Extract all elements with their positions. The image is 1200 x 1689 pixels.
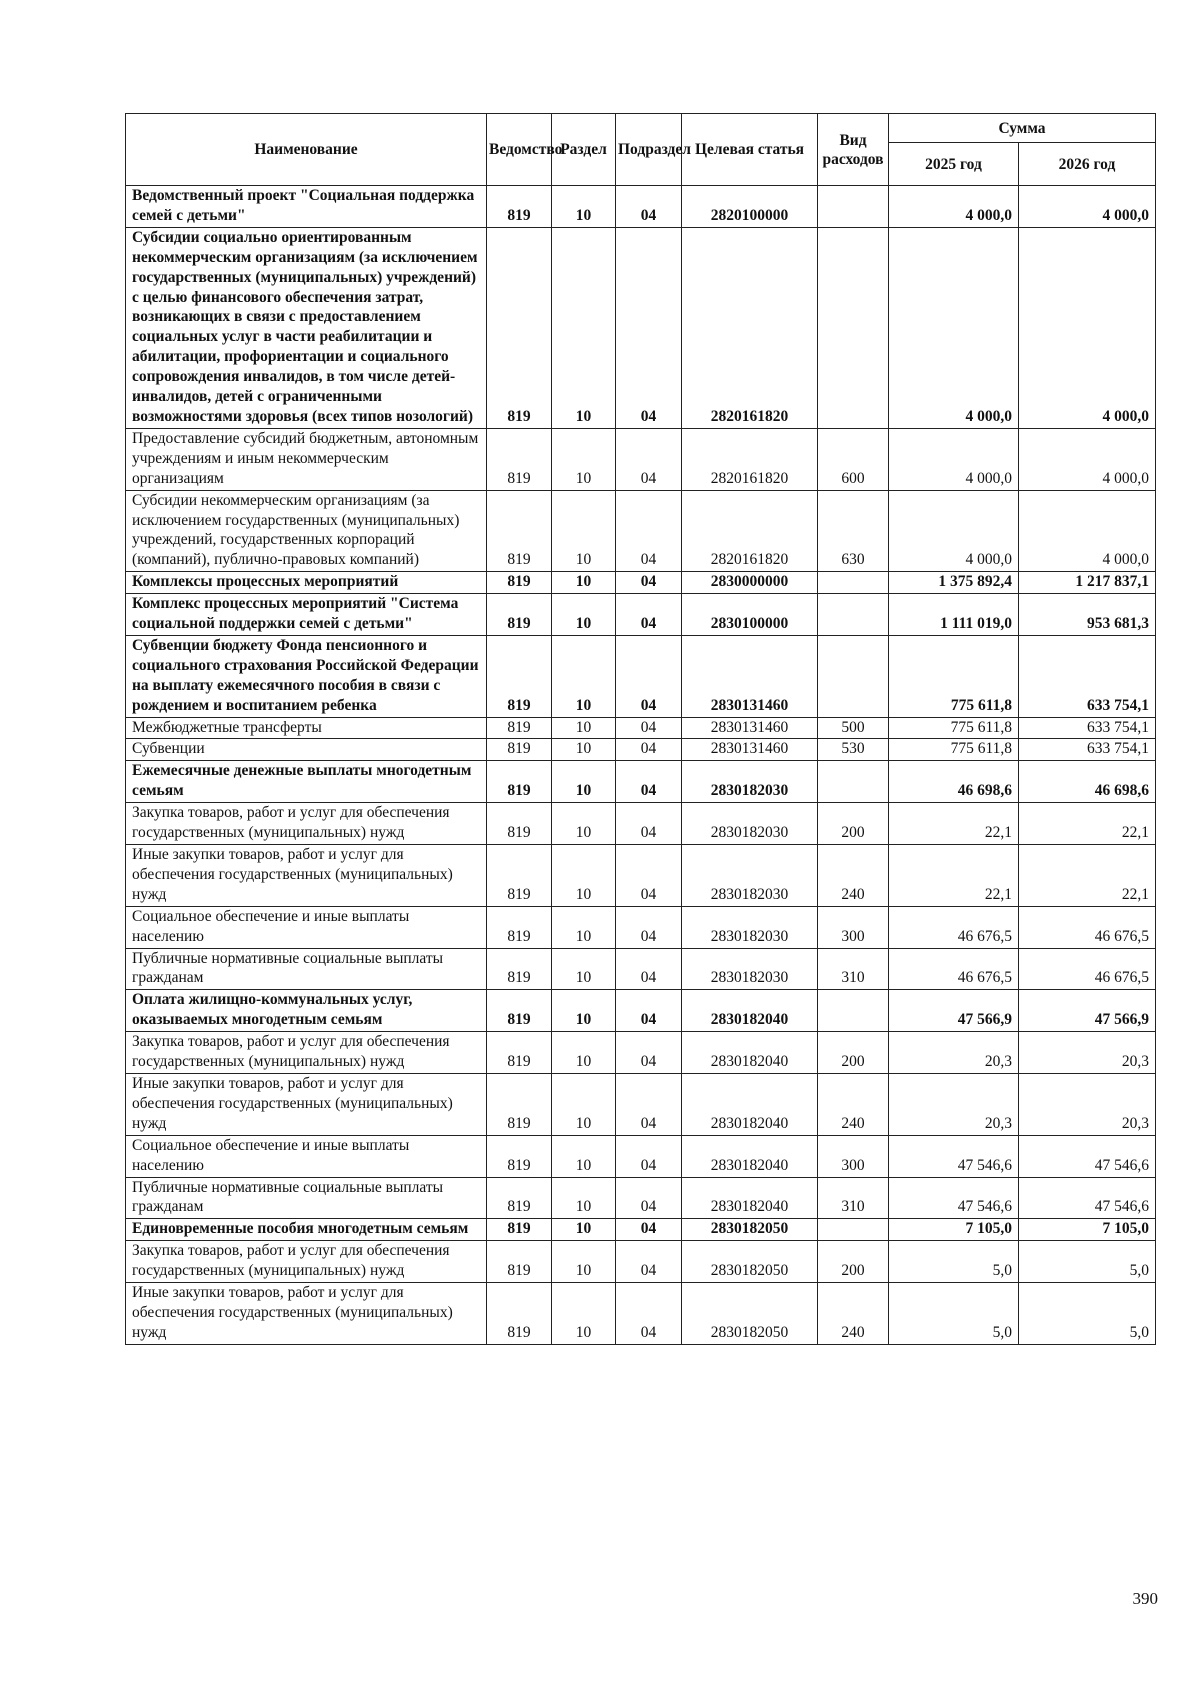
cell-name: Иные закупки товаров, работ и услуг для обеспечения государственных (муниципальных) нужд <box>126 1073 487 1135</box>
cell-target-article: 2830182050 <box>682 1219 818 1241</box>
cell-department: 819 <box>487 761 552 803</box>
cell-subsection: 04 <box>616 1177 682 1219</box>
cell-name: Публичные нормативные социальные выплаты гражданам <box>126 948 487 990</box>
cell-name: Социальное обеспечение и иные выплаты населению <box>126 1135 487 1177</box>
cell-department: 819 <box>487 635 552 717</box>
cell-department: 819 <box>487 594 552 636</box>
cell-sum-2025: 47 546,6 <box>889 1177 1019 1219</box>
cell-sum-2026: 7 105,0 <box>1019 1219 1156 1241</box>
table-body <box>126 186 1156 1345</box>
cell-department: 819 <box>487 572 552 594</box>
cell-target-article: 2830182030 <box>682 761 818 803</box>
cell-sum-2026: 22,1 <box>1019 803 1156 845</box>
cell-subsection: 04 <box>616 948 682 990</box>
cell-sum-2026: 633 754,1 <box>1019 739 1156 761</box>
cell-department: 819 <box>487 428 552 490</box>
header-target-article: Целевая статья <box>682 114 818 186</box>
cell-name: Единовременные пособия многодетным семьям <box>126 1219 487 1241</box>
header-year-2026: 2026 год <box>1019 143 1156 186</box>
cell-subsection: 04 <box>616 227 682 428</box>
table-row <box>126 761 1156 803</box>
cell-target-article: 2820161820 <box>682 227 818 428</box>
cell-sum-2026: 4 000,0 <box>1019 428 1156 490</box>
cell-sum-2025: 4 000,0 <box>889 428 1019 490</box>
cell-sum-2026: 46 676,5 <box>1019 906 1156 948</box>
cell-sum-2025: 775 611,8 <box>889 635 1019 717</box>
cell-target-article: 2830131460 <box>682 635 818 717</box>
table-row <box>126 635 1156 717</box>
cell-subsection: 04 <box>616 594 682 636</box>
cell-section: 10 <box>552 1241 616 1283</box>
cell-target-article: 2820161820 <box>682 490 818 572</box>
table-row <box>126 186 1156 228</box>
cell-name: Оплата жилищно-коммунальных услуг, оказываемых многодетным семьям <box>126 990 487 1032</box>
cell-subsection: 04 <box>616 186 682 228</box>
cell-sum-2026: 47 566,9 <box>1019 990 1156 1032</box>
header-sum: Сумма <box>889 114 1156 143</box>
header-section: Раздел <box>552 114 616 186</box>
cell-sum-2026: 5,0 <box>1019 1283 1156 1345</box>
table-row <box>126 948 1156 990</box>
cell-name: Субвенции бюджету Фонда пенсионного и социального страхования Российской Федерации на выплату ежемесячного пособия в связи с рождением и воспитанием ребенка <box>126 635 487 717</box>
cell-sum-2025: 20,3 <box>889 1032 1019 1074</box>
cell-sum-2026: 20,3 <box>1019 1073 1156 1135</box>
cell-subsection: 04 <box>616 1283 682 1345</box>
cell-sum-2026: 47 546,6 <box>1019 1177 1156 1219</box>
cell-subsection: 04 <box>616 717 682 739</box>
cell-subsection: 04 <box>616 572 682 594</box>
cell-sum-2026: 953 681,3 <box>1019 594 1156 636</box>
cell-name: Закупка товаров, работ и услуг для обеспечения государственных (муниципальных) нужд <box>126 1241 487 1283</box>
cell-department: 819 <box>487 1032 552 1074</box>
cell-sum-2025: 5,0 <box>889 1283 1019 1345</box>
cell-sum-2025: 1 111 019,0 <box>889 594 1019 636</box>
cell-subsection: 04 <box>616 1073 682 1135</box>
cell-department: 819 <box>487 990 552 1032</box>
header-name: Наименование <box>126 114 487 186</box>
cell-subsection: 04 <box>616 1135 682 1177</box>
cell-sum-2026: 46 698,6 <box>1019 761 1156 803</box>
cell-department: 819 <box>487 739 552 761</box>
cell-sum-2025: 46 676,5 <box>889 948 1019 990</box>
table-row <box>126 490 1156 572</box>
cell-sum-2025: 20,3 <box>889 1073 1019 1135</box>
cell-section: 10 <box>552 717 616 739</box>
table-row <box>126 739 1156 761</box>
cell-expense-type <box>818 990 889 1032</box>
table-row <box>126 572 1156 594</box>
cell-sum-2026: 633 754,1 <box>1019 717 1156 739</box>
cell-subsection: 04 <box>616 906 682 948</box>
cell-department: 819 <box>487 948 552 990</box>
table-row <box>126 1283 1156 1345</box>
cell-section: 10 <box>552 594 616 636</box>
cell-section: 10 <box>552 1073 616 1135</box>
cell-department: 819 <box>487 717 552 739</box>
table-row <box>126 803 1156 845</box>
table-row <box>126 717 1156 739</box>
cell-expense-type: 240 <box>818 845 889 907</box>
cell-sum-2025: 47 546,6 <box>889 1135 1019 1177</box>
cell-subsection: 04 <box>616 1219 682 1241</box>
table-row <box>126 990 1156 1032</box>
cell-sum-2025: 1 375 892,4 <box>889 572 1019 594</box>
page-number: 390 <box>1132 1589 1158 1608</box>
cell-expense-type: 530 <box>818 739 889 761</box>
cell-expense-type: 310 <box>818 1177 889 1219</box>
cell-name: Субвенции <box>126 739 487 761</box>
cell-expense-type <box>818 761 889 803</box>
cell-section: 10 <box>552 990 616 1032</box>
cell-subsection: 04 <box>616 845 682 907</box>
cell-expense-type: 600 <box>818 428 889 490</box>
cell-section: 10 <box>552 803 616 845</box>
cell-expense-type: 200 <box>818 803 889 845</box>
header-expense-type: Вид расходов <box>818 114 889 186</box>
table-row <box>126 845 1156 907</box>
table-row <box>126 1073 1156 1135</box>
cell-expense-type: 200 <box>818 1241 889 1283</box>
cell-target-article: 2830182040 <box>682 990 818 1032</box>
cell-sum-2026: 633 754,1 <box>1019 635 1156 717</box>
cell-subsection: 04 <box>616 635 682 717</box>
table-row <box>126 594 1156 636</box>
cell-target-article: 2830182030 <box>682 906 818 948</box>
cell-sum-2026: 47 546,6 <box>1019 1135 1156 1177</box>
cell-section: 10 <box>552 186 616 228</box>
table-row <box>126 1219 1156 1241</box>
cell-expense-type: 300 <box>818 1135 889 1177</box>
cell-section: 10 <box>552 845 616 907</box>
cell-name: Закупка товаров, работ и услуг для обеспечения государственных (муниципальных) нужд <box>126 1032 487 1074</box>
table-row <box>126 906 1156 948</box>
cell-department: 819 <box>487 803 552 845</box>
cell-name: Ведомственный проект "Социальная поддержка семей с детьми" <box>126 186 487 228</box>
cell-department: 819 <box>487 1135 552 1177</box>
table-row <box>126 227 1156 428</box>
cell-sum-2025: 4 000,0 <box>889 490 1019 572</box>
cell-subsection: 04 <box>616 803 682 845</box>
cell-subsection: 04 <box>616 428 682 490</box>
header-year-2025: 2025 год <box>889 143 1019 186</box>
cell-expense-type: 200 <box>818 1032 889 1074</box>
cell-sum-2025: 4 000,0 <box>889 186 1019 228</box>
budget-table <box>125 113 1156 1345</box>
cell-sum-2026: 1 217 837,1 <box>1019 572 1156 594</box>
cell-expense-type <box>818 572 889 594</box>
cell-sum-2026: 20,3 <box>1019 1032 1156 1074</box>
cell-sum-2025: 775 611,8 <box>889 739 1019 761</box>
cell-department: 819 <box>487 845 552 907</box>
cell-section: 10 <box>552 635 616 717</box>
cell-department: 819 <box>487 490 552 572</box>
cell-target-article: 2830100000 <box>682 594 818 636</box>
cell-expense-type <box>818 186 889 228</box>
cell-target-article: 2830182040 <box>682 1177 818 1219</box>
cell-sum-2026: 4 000,0 <box>1019 186 1156 228</box>
cell-target-article: 2830182030 <box>682 803 818 845</box>
cell-target-article: 2820161820 <box>682 428 818 490</box>
cell-subsection: 04 <box>616 1032 682 1074</box>
cell-department: 819 <box>487 186 552 228</box>
cell-sum-2026: 4 000,0 <box>1019 490 1156 572</box>
cell-expense-type <box>818 227 889 428</box>
cell-name: Иные закупки товаров, работ и услуг для обеспечения государственных (муниципальных) нужд <box>126 1283 487 1345</box>
cell-name: Закупка товаров, работ и услуг для обеспечения государственных (муниципальных) нужд <box>126 803 487 845</box>
cell-sum-2025: 47 566,9 <box>889 990 1019 1032</box>
cell-name: Публичные нормативные социальные выплаты гражданам <box>126 1177 487 1219</box>
table-row <box>126 1177 1156 1219</box>
cell-department: 819 <box>487 1177 552 1219</box>
cell-section: 10 <box>552 739 616 761</box>
cell-sum-2026: 4 000,0 <box>1019 227 1156 428</box>
table-row <box>126 1032 1156 1074</box>
cell-section: 10 <box>552 1135 616 1177</box>
header-subsection: Подраздел <box>616 114 682 186</box>
cell-section: 10 <box>552 490 616 572</box>
cell-sum-2025: 4 000,0 <box>889 227 1019 428</box>
cell-sum-2025: 22,1 <box>889 803 1019 845</box>
cell-section: 10 <box>552 572 616 594</box>
cell-name: Иные закупки товаров, работ и услуг для обеспечения государственных (муниципальных) нужд <box>126 845 487 907</box>
cell-expense-type: 240 <box>818 1283 889 1345</box>
cell-expense-type <box>818 594 889 636</box>
cell-target-article: 2830182030 <box>682 845 818 907</box>
cell-section: 10 <box>552 761 616 803</box>
cell-expense-type: 240 <box>818 1073 889 1135</box>
cell-subsection: 04 <box>616 990 682 1032</box>
cell-subsection: 04 <box>616 490 682 572</box>
cell-target-article: 2830182050 <box>682 1283 818 1345</box>
cell-department: 819 <box>487 1241 552 1283</box>
cell-sum-2025: 46 676,5 <box>889 906 1019 948</box>
cell-department: 819 <box>487 906 552 948</box>
cell-sum-2025: 22,1 <box>889 845 1019 907</box>
cell-sum-2026: 22,1 <box>1019 845 1156 907</box>
cell-section: 10 <box>552 428 616 490</box>
cell-target-article: 2830131460 <box>682 739 818 761</box>
cell-sum-2025: 5,0 <box>889 1241 1019 1283</box>
cell-expense-type: 300 <box>818 906 889 948</box>
cell-name: Субсидии некоммерческим организациям (за исключением государственных (муниципальных) учреждений, государственных корпораций (компаний), публично-правовых компаний) <box>126 490 487 572</box>
table-row <box>126 428 1156 490</box>
cell-target-article: 2830182040 <box>682 1073 818 1135</box>
cell-name: Межбюджетные трансферты <box>126 717 487 739</box>
cell-target-article: 2820100000 <box>682 186 818 228</box>
cell-department: 819 <box>487 1219 552 1241</box>
cell-name: Субсидии социально ориентированным некоммерческим организациям (за исключением государственных (муниципальных) учреждений) с целью финансового обеспечения затрат, возникающих в связи с предоставлением социальных услуг в части реабилитации и абилитации, профориентации и социального сопровождения инвалидов, в том числе детей-инвалидов, детей с ограниченными возможностями здоровья (всех типов нозологий) <box>126 227 487 428</box>
cell-target-article: 2830131460 <box>682 717 818 739</box>
cell-section: 10 <box>552 948 616 990</box>
cell-subsection: 04 <box>616 761 682 803</box>
cell-target-article: 2830182030 <box>682 948 818 990</box>
cell-sum-2025: 775 611,8 <box>889 717 1019 739</box>
cell-expense-type: 630 <box>818 490 889 572</box>
table-row <box>126 1135 1156 1177</box>
cell-subsection: 04 <box>616 1241 682 1283</box>
cell-section: 10 <box>552 1032 616 1074</box>
cell-name: Предоставление субсидий бюджетным, автономным учреждениям и иным некоммерческим организациям <box>126 428 487 490</box>
header-department: Ведомство <box>487 114 552 186</box>
cell-target-article: 2830000000 <box>682 572 818 594</box>
cell-section: 10 <box>552 1177 616 1219</box>
cell-section: 10 <box>552 1283 616 1345</box>
cell-section: 10 <box>552 906 616 948</box>
cell-name: Комплексы процессных мероприятий <box>126 572 487 594</box>
cell-department: 819 <box>487 1073 552 1135</box>
cell-subsection: 04 <box>616 739 682 761</box>
cell-target-article: 2830182040 <box>682 1135 818 1177</box>
cell-name: Ежемесячные денежные выплаты многодетным семьям <box>126 761 487 803</box>
cell-name: Комплекс процессных мероприятий "Система социальной поддержки семей с детьми" <box>126 594 487 636</box>
cell-target-article: 2830182050 <box>682 1241 818 1283</box>
cell-sum-2026: 46 676,5 <box>1019 948 1156 990</box>
cell-expense-type: 500 <box>818 717 889 739</box>
cell-department: 819 <box>487 227 552 428</box>
table-row <box>126 1241 1156 1283</box>
cell-name: Социальное обеспечение и иные выплаты населению <box>126 906 487 948</box>
cell-expense-type: 310 <box>818 948 889 990</box>
cell-expense-type <box>818 635 889 717</box>
cell-expense-type <box>818 1219 889 1241</box>
cell-section: 10 <box>552 227 616 428</box>
cell-sum-2025: 46 698,6 <box>889 761 1019 803</box>
cell-target-article: 2830182040 <box>682 1032 818 1074</box>
cell-section: 10 <box>552 1219 616 1241</box>
cell-sum-2025: 7 105,0 <box>889 1219 1019 1241</box>
cell-sum-2026: 5,0 <box>1019 1241 1156 1283</box>
cell-department: 819 <box>487 1283 552 1345</box>
